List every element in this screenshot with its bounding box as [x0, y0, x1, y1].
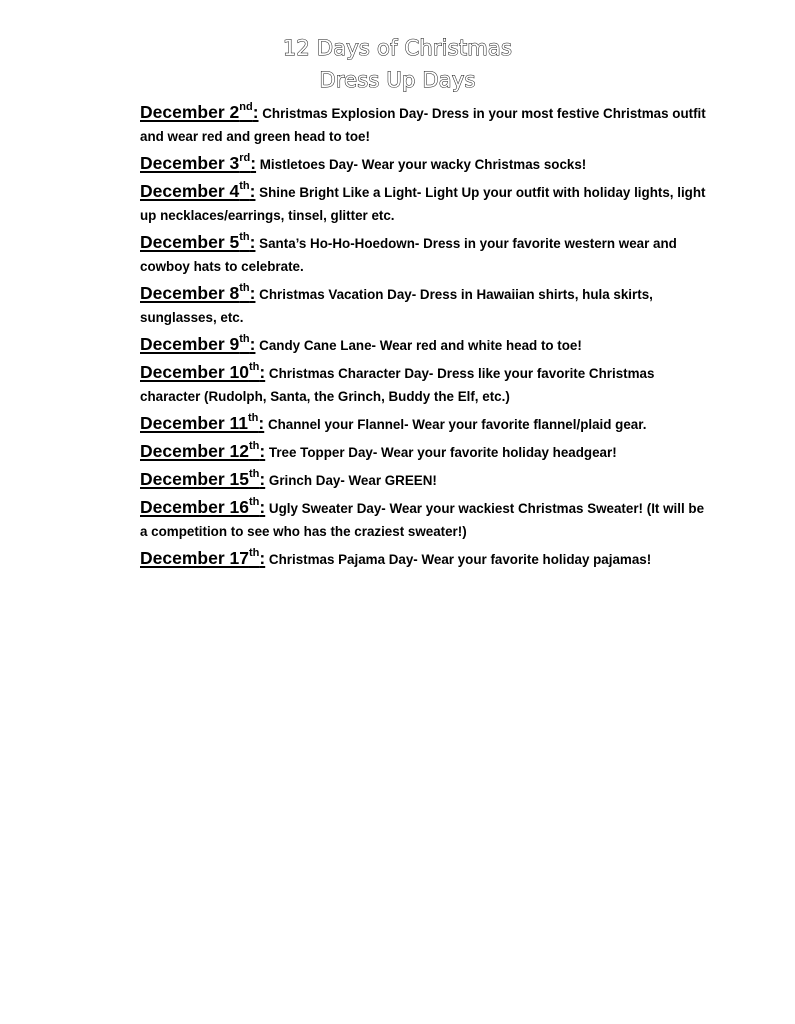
entry-description: Mistletoes Day- Wear your wacky Christmas socks!: [256, 157, 587, 172]
entry-date-suffix: th: [248, 468, 260, 480]
entry-colon: :: [258, 413, 265, 433]
entry-date: December 12: [140, 441, 249, 461]
entry-colon: :: [259, 441, 266, 461]
entry-date: December 17: [140, 548, 249, 568]
list-item: [140, 361, 710, 408]
entry-description: Grinch Day- Wear GREEN!: [265, 473, 437, 488]
list-item: [140, 496, 710, 543]
entry-colon: :: [249, 334, 256, 354]
entry-date-suffix: th: [239, 333, 250, 345]
entry-colon: :: [259, 469, 266, 489]
entry-date: December 8: [140, 283, 240, 303]
entry-description: Ugly Sweater Day- Wear your wackiest Christmas Sweater! (It will be a competition to see who has the craziest sweater!): [140, 501, 705, 539]
entry-colon: :: [259, 497, 266, 517]
title-block: [0, 32, 795, 96]
entry-date-suffix: th: [248, 496, 260, 508]
entry-description: Shine Bright Like a Light- Light Up your outfit with holiday lights, light up necklaces/earrings, tinsel, glitter etc.: [140, 185, 706, 223]
entry-date: December 2: [140, 102, 240, 122]
entry-date-suffix: th: [248, 440, 260, 452]
entry-date: December 16: [140, 497, 249, 517]
list-item: [140, 231, 710, 278]
entry-date: December 15: [140, 469, 249, 489]
entry-date-suffix: nd: [239, 101, 253, 113]
list-item: [140, 440, 710, 464]
entry-description: Candy Cane Lane- Wear red and white head to toe!: [255, 338, 582, 353]
list-item: [140, 180, 710, 227]
list-item: [140, 282, 710, 329]
entry-colon: :: [249, 181, 256, 201]
list-item: [140, 101, 710, 148]
list-item: [140, 333, 710, 357]
entry-date-suffix: th: [248, 361, 260, 373]
entry-date: December 10: [140, 362, 249, 382]
page-subtitle: Dress Up Days: [319, 68, 476, 92]
entry-description: Christmas Explosion Day- Dress in your most festive Christmas outfit and wear red and green head to toe!: [140, 106, 706, 144]
entry-colon: :: [250, 153, 257, 173]
entry-date-suffix: th: [239, 231, 250, 243]
entry-date-suffix: rd: [239, 152, 251, 164]
entry-date-suffix: th: [239, 180, 250, 192]
entry-date: December 11: [140, 413, 248, 433]
entry-colon: :: [252, 102, 259, 122]
entry-description: Christmas Vacation Day- Dress in Hawaiian shirts, hula skirts, sunglasses, etc.: [140, 287, 653, 325]
entry-date-suffix: th: [248, 412, 259, 424]
page-title: 12 Days of Christmas: [282, 36, 513, 60]
list-item: [140, 468, 710, 492]
entry-description: Channel your Flannel- Wear your favorite flannel/plaid gear.: [264, 417, 647, 432]
entry-description: Santa’s Ho-Ho-Hoedown- Dress in your favorite western wear and cowboy hats to celebrate.: [140, 236, 677, 274]
list-item: [140, 412, 710, 436]
list-item: [140, 547, 710, 571]
entry-description: Tree Topper Day- Wear your favorite holiday headgear!: [265, 445, 617, 460]
entry-date: December 9: [140, 334, 240, 354]
entry-colon: :: [259, 548, 266, 568]
entry-date: December 5: [140, 232, 240, 252]
list-item: [140, 152, 710, 176]
entry-date-suffix: th: [248, 547, 260, 559]
dress-up-days-list: [140, 101, 710, 575]
entry-date: December 4: [140, 181, 240, 201]
entry-colon: :: [249, 232, 256, 252]
entry-date: December 3: [140, 153, 240, 173]
entry-date-suffix: th: [239, 282, 250, 294]
entry-colon: :: [259, 362, 266, 382]
entry-description: Christmas Character Day- Dress like your favorite Christmas character (Rudolph, Santa, the Grinch, Buddy the Elf, etc.): [140, 366, 655, 404]
entry-colon: :: [249, 283, 256, 303]
entry-description: Christmas Pajama Day- Wear your favorite holiday pajamas!: [265, 552, 652, 567]
